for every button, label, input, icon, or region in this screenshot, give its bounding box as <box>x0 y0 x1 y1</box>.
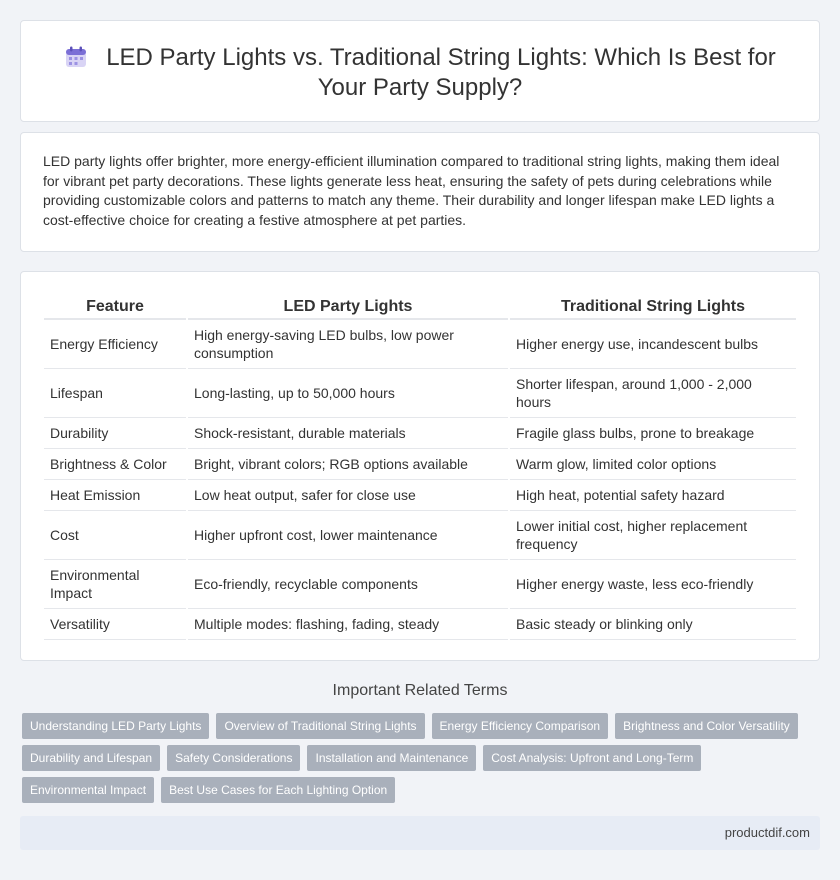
table-row <box>44 609 796 640</box>
tag-cost-analysis[interactable]: Cost Analysis: Upfront and Long-Term <box>483 745 701 771</box>
traditional-cell: Shorter lifespan, around 1,000 - 2,000 hours <box>510 369 796 418</box>
tag-durability-lifespan[interactable]: Durability and Lifespan <box>22 745 160 771</box>
table-row <box>44 449 796 480</box>
tag-brightness-color[interactable]: Brightness and Color Versatility <box>615 713 798 739</box>
tag-best-use-cases[interactable]: Best Use Cases for Each Lighting Option <box>161 777 395 803</box>
related-terms-tags <box>22 713 802 809</box>
led-cell: High energy-saving LED bulbs, low power consumption <box>188 320 508 369</box>
intro-card <box>20 132 820 252</box>
comparison-table <box>42 296 798 640</box>
header-feature: Feature <box>44 296 186 320</box>
tag-row <box>22 745 802 771</box>
tag-row <box>22 713 802 739</box>
traditional-cell: Fragile glass bulbs, prone to breakage <box>510 418 796 449</box>
feature-cell: Environmental Impact <box>44 560 186 609</box>
title-line-2: Your Party Supply? <box>317 74 523 101</box>
feature-cell: Versatility <box>44 609 186 640</box>
traditional-cell: Lower initial cost, higher replacement frequency <box>510 511 796 560</box>
table-row <box>44 418 796 449</box>
led-cell: Low heat output, safer for close use <box>188 480 508 511</box>
tag-row <box>22 777 802 803</box>
table-row <box>44 560 796 609</box>
traditional-cell: Basic steady or blinking only <box>510 609 796 640</box>
intro-paragraph: LED party lights offer brighter, more energy-efficient illumination compared to traditional string lights, making them ideal for vibrant pet party decorations. These lights generate less heat, ensuring the safety of pets during celebrations while providing customizable colors and patterns to match any theme. Their durability and longer lifespan make LED lights a cost-effective choice for creating a festive atmosphere at pet parties. <box>43 153 780 228</box>
table-row <box>44 369 796 418</box>
led-cell: Bright, vibrant colors; RGB options available <box>188 449 508 480</box>
table-header-row <box>44 296 796 320</box>
feature-cell: Lifespan <box>44 369 186 418</box>
led-cell: Long-lasting, up to 50,000 hours <box>188 369 508 418</box>
feature-cell: Durability <box>44 418 186 449</box>
table-row <box>44 320 796 369</box>
footer-bar <box>20 816 820 850</box>
traditional-cell: Warm glow, limited color options <box>510 449 796 480</box>
header-led: LED Party Lights <box>188 296 508 320</box>
title-line-1: LED Party Lights vs. Traditional String Lights: Which Is Best for <box>106 44 776 71</box>
footer-site: productdif.com <box>724 825 810 840</box>
led-cell: Shock-resistant, durable materials <box>188 418 508 449</box>
table-row <box>44 511 796 560</box>
comparison-card <box>20 271 820 661</box>
calendar-icon <box>64 45 88 69</box>
feature-cell: Energy Efficiency <box>44 320 186 369</box>
tag-energy-efficiency[interactable]: Energy Efficiency Comparison <box>432 713 609 739</box>
led-cell: Multiple modes: flashing, fading, steady <box>188 609 508 640</box>
header-card <box>20 20 820 122</box>
feature-cell: Heat Emission <box>44 480 186 511</box>
traditional-cell: Higher energy waste, less eco-friendly <box>510 560 796 609</box>
tag-safety[interactable]: Safety Considerations <box>167 745 300 771</box>
related-terms-heading: Important Related Terms <box>332 682 508 699</box>
led-cell: Higher upfront cost, lower maintenance <box>188 511 508 560</box>
page-title <box>21 43 819 103</box>
header-traditional: Traditional String Lights <box>510 296 796 320</box>
feature-cell: Brightness & Color <box>44 449 186 480</box>
table-row <box>44 480 796 511</box>
traditional-cell: Higher energy use, incandescent bulbs <box>510 320 796 369</box>
tag-understanding-led[interactable]: Understanding LED Party Lights <box>22 713 209 739</box>
feature-cell: Cost <box>44 511 186 560</box>
tag-environmental[interactable]: Environmental Impact <box>22 777 154 803</box>
tag-overview-traditional[interactable]: Overview of Traditional String Lights <box>216 713 424 739</box>
led-cell: Eco-friendly, recyclable components <box>188 560 508 609</box>
traditional-cell: High heat, potential safety hazard <box>510 480 796 511</box>
tag-installation[interactable]: Installation and Maintenance <box>307 745 476 771</box>
